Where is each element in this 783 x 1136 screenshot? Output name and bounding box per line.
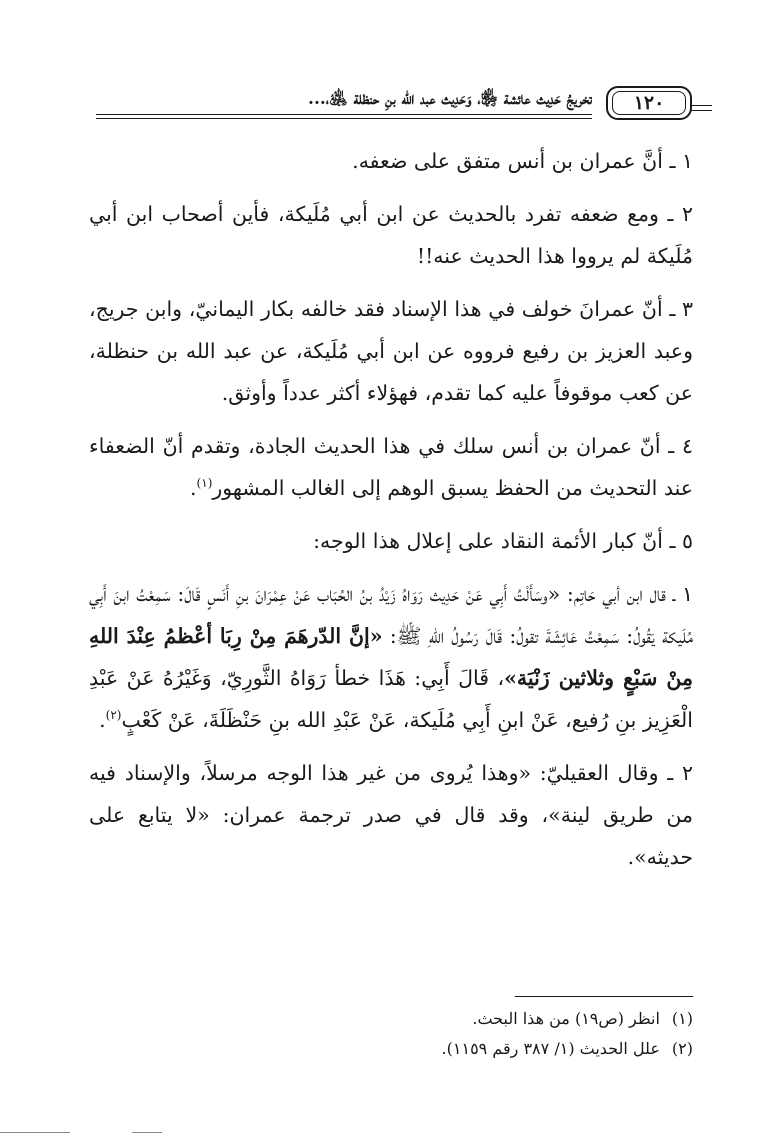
dash: ـ: [662, 529, 682, 553]
footnote-text: انظر (ص١٩) من هذا البحث.: [472, 1009, 660, 1028]
running-title: تخريجُ حَدِيث عائشة ﵂، وَحَدِيث عبد الله بنِ حنظلة ﵁،...: [308, 89, 592, 109]
hadith-text: «إنَّ الدّرهَمَ مِنْ رِبَا أعْظمُ عِنْدَ اللهِ مِنْ سَبْعٍ وثلاثين زَنْيَة»: [89, 624, 693, 690]
dash: ـ: [662, 149, 682, 173]
footnotes: [89, 1004, 693, 1064]
dash: ـ: [658, 202, 682, 226]
footnote-ref[interactable]: (٢): [105, 708, 122, 723]
point-number: ٥: [681, 529, 693, 553]
point-number: ٤: [681, 434, 693, 458]
point-number: ١: [681, 149, 693, 173]
header-ornament-line: [690, 110, 712, 111]
footnote-separator: [515, 996, 693, 997]
point-1: [89, 140, 693, 182]
footnote-1: [89, 1004, 693, 1034]
quote-uqayli: [89, 752, 693, 878]
point-5: [89, 520, 693, 562]
point-number: ٣: [681, 297, 693, 321]
point-text: أنَّ عمران بن أنس متفق على ضعفه.: [352, 149, 663, 173]
point-4: [89, 425, 693, 509]
page-number: ١٢٠: [612, 91, 686, 115]
quote-text: ، قَالَ أَبِي: هَذَا خطأ رَوَاهُ الثَّورِيّ، وَغَيْرُهُ عَنْ عَبْدِ الْعَزِيز بنِ رُفيع، عَنْ ابنِ أَبِي مُلَيكة، عَنْ عَبْدِ الله بنِ حَنْظَلَةَ، عَنْ كَعْبٍ: [89, 666, 693, 732]
header-ornament-line: [690, 105, 712, 106]
point-text: أنّ عمران بن أنس سلك في هذا الحديث الجادة، وتقدم أنّ الضعفاء عند التحديث من الحفظ يسبق الوهم إلى الغالب المشهور: [89, 434, 693, 500]
header-rule: [96, 118, 592, 119]
dash: ـ: [660, 434, 682, 458]
dash: ـ: [662, 297, 682, 321]
quote-ibn-abi-hatim: [89, 573, 693, 741]
dash: ـ: [665, 582, 682, 606]
point-text: أنّ كبار الأئمة النقاد على إعلال هذا الوجه:: [313, 529, 663, 553]
main-text: [89, 140, 693, 889]
quote-tail: .: [99, 708, 106, 732]
header-rule: [96, 114, 592, 115]
footnote-ref[interactable]: (١): [196, 476, 213, 491]
scan-edge-mark: [132, 1132, 162, 1133]
footnote-number: (٢): [671, 1039, 693, 1058]
footnote-text: علل الحديث (١/ ٣٨٧ رقم ١١٥٩).: [441, 1039, 660, 1058]
footnote-2: [89, 1034, 693, 1064]
dash: ـ: [658, 761, 682, 785]
page-number-frame: [606, 86, 692, 120]
quote-number: ١: [681, 582, 693, 606]
point-text: ومع ضعفه تفرد بالحديث عن ابن أبي مُلَيكة، فأين أصحاب ابن أبي مُلَيكة لم يرووا هذا الحديث عنه!!: [89, 202, 693, 268]
quote-text: قال ابن أبي حَاتِم: «وسَأَلْتُ أَبِي عَنْ حَدِيث رَوَاهُ زَيْدُ بنُ الحُبَاب عَنْ عِمْرَانَ بنِ أَنَسٍ قَالَ: سَمِعْتُ ابنَ أَبِي مُلَيكة يَقُولُ: سَمِعْتُ عَائِشَةَ تقولُ: قَالَ رَسُولُ اللهِ ﷺ:: [89, 582, 693, 648]
running-header: [96, 84, 692, 124]
footnote-number: (١): [671, 1009, 693, 1028]
point-2: [89, 193, 693, 277]
quote-number: ٢: [681, 761, 693, 785]
point-number: ٢: [681, 202, 693, 226]
point-text: أنّ عمرانَ خولف في هذا الإسناد فقد خالفه بكار اليمانيّ، وابن جريج، وعبد العزيز بن رفيع فرووه عن ابن أبي مُلَيكة، عن عبد الله بن حنظلة، عن كعب موقوفاً عليه كما تقدم، فهؤلاء أكثر عدداً وأوثق.: [89, 297, 693, 405]
quote-text: وقال العقيليّ: «وهذا يُروى من غير هذا الوجه مرسلاً، والإسناد فيه من طريق لينة»، وقد قال في صدر ترجمة عمران: «لا يتابع على حديثه».: [89, 761, 693, 869]
scan-edge-mark: [0, 1132, 70, 1133]
point-tail: .: [190, 476, 197, 500]
point-3: [89, 288, 693, 414]
